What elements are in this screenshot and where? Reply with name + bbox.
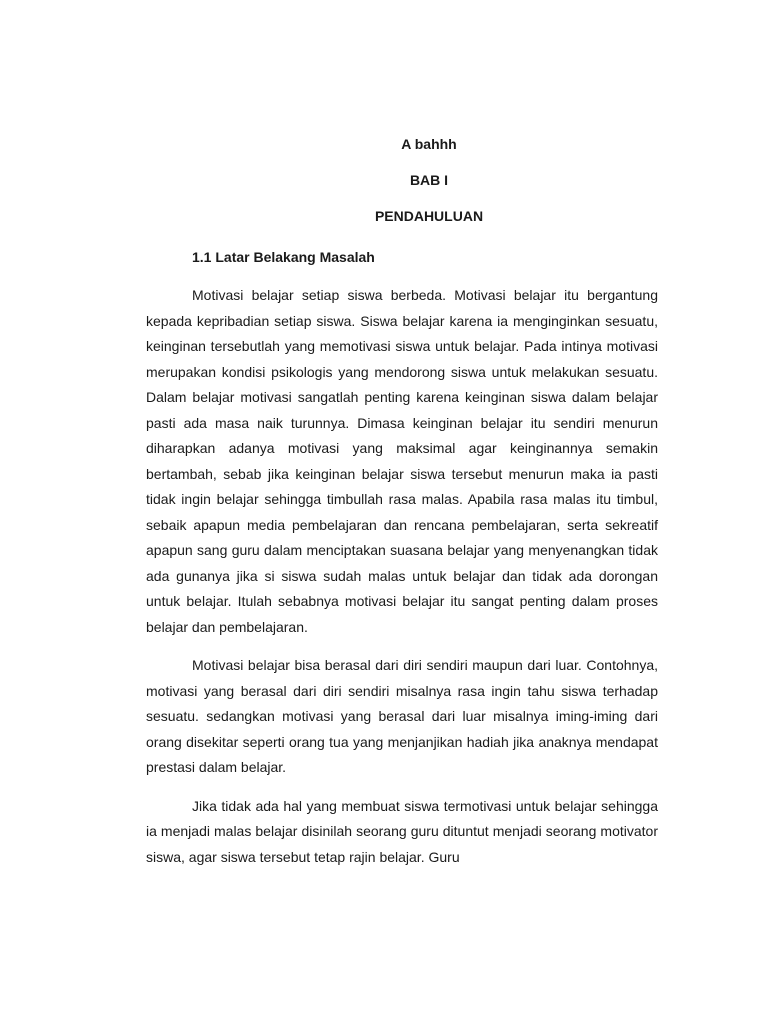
chapter-title: PENDAHULUAN [374,208,484,224]
document-body [146,134,658,870]
body-paragraph-3-text: Jika tidak ada hal yang membuat siswa termotivasi untuk belajar sehingga ia menjadi malas belajar disinilah seorang guru dituntut menjadi seorang motivator siswa, agar siswa tersebut tetap rajin belajar. Guru [146,797,658,865]
section-heading: 1.1 Latar Belakang Masalah [192,249,375,265]
body-paragraph-2-text: Motivasi belajar bisa berasal dari diri sendiri maupun dari luar. Contohnya, motivasi yang berasal dari diri sendiri misalnya rasa ingin tahu siswa terhadap sesuatu. sedangkan motivasi yang berasal dari luar misalnya iming-iming dari orang disekitar seperti orang tua yang menjanjikan hadiah jika anaknya mendapat prestasi dalam belajar. [146,657,658,775]
body-paragraph-1 [146,283,658,640]
body-paragraph-1-text: Motivasi belajar setiap siswa berbeda. Motivasi belajar itu bergantung kepada kepribadian setiap siswa. Siswa belajar karena ia menginginkan sesuatu, keinginan tersebutlah yang memotivasi siswa untuk belajar. Pada intinya motivasi merupakan kondisi psikologis yang mendorong siswa untuk melakukan sesuatu. Dalam belajar motivasi sangatlah penting karena keinginan siswa dalam belajar pasti ada masa naik turunnya. Dimasa keinginan belajar itu sendiri menurun diharapkan adanya motivasi yang maksimal agar keinginannya semakin bertambah, sebab jika keinginan belajar siswa tersebut menurun maka ia pasti tidak ingin belajar sehingga timbullah rasa malas. Apabila rasa malas itu timbul, sebaik apapun media pembelajaran dan rencana pembelajaran, serta sekreatif apapun sang guru dalam menciptakan suasana belajar yang menyenangkan tidak ada gunanya jika si siswa sudah malas untuk belajar dan tidak ada dorongan untuk belajar. Itulah sebabnya motivasi belajar itu sangat penting dalam proses belajar dan pembelajaran. [146,287,658,635]
body-paragraph-3 [146,794,658,871]
body-paragraph-2 [146,653,658,781]
document-title-line: A bahhh [401,136,457,152]
chapter-number: BAB I [409,172,449,188]
